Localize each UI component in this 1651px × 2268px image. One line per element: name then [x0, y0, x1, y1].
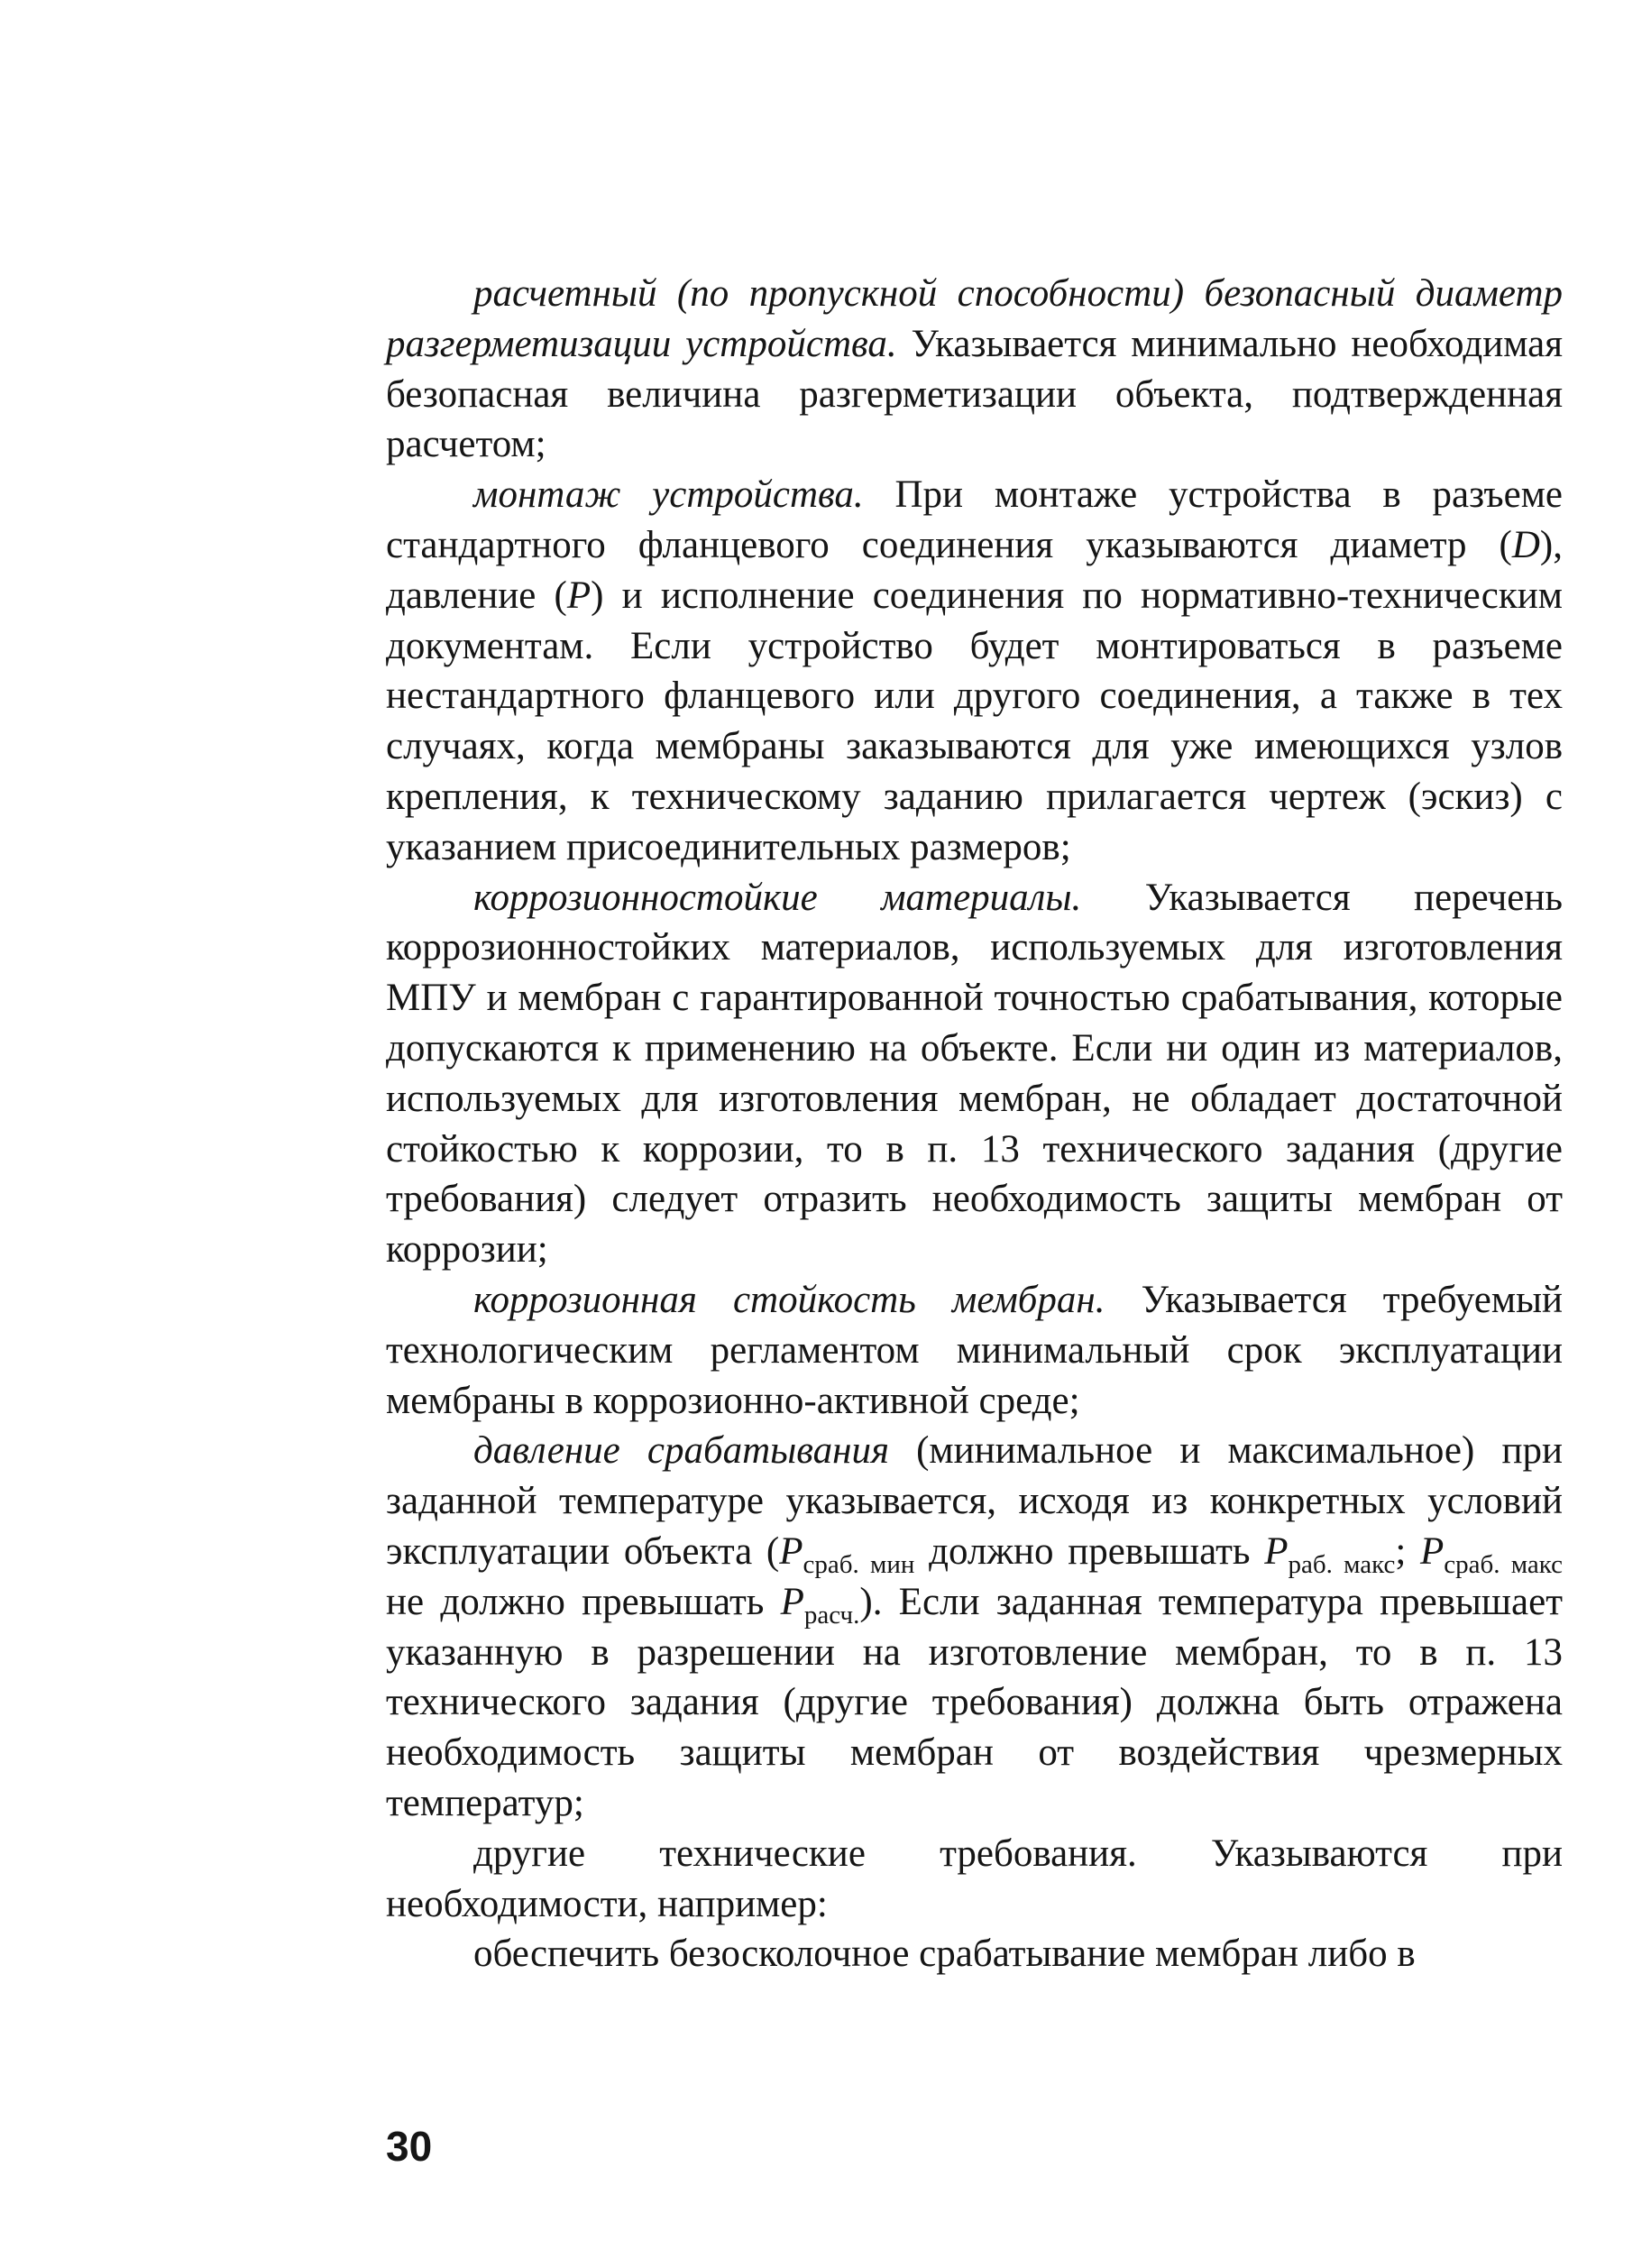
text-burst-pressure-5: ). Если заданная температура превышает указанную в разрешении на изготовление мембран, то в п. 13 технического задания (другие требования) должна быть отражена необходимость защиты мембран от воздействия чрезмерных температур;	[386, 1580, 1563, 1824]
symbol-p-burst-min: P	[779, 1529, 803, 1573]
text-burst-pressure-4: не должно превышать	[386, 1580, 781, 1623]
paragraph-burst-pressure	[386, 1426, 1563, 1828]
term-corrosion-materials: коррозионностойкие материалы.	[473, 876, 1082, 919]
symbol-p-work-max: P	[1264, 1529, 1289, 1573]
subscript-work-max: раб. макс	[1288, 1549, 1396, 1579]
subscript-burst-min: сраб. мин	[803, 1549, 915, 1579]
paragraph-safe-diameter	[386, 269, 1563, 470]
symbol-p: P	[566, 574, 592, 617]
symbol-p-design: P	[780, 1580, 804, 1623]
text-example: обеспечить безосколочное срабатывание мембран либо в	[473, 1933, 1416, 1976]
paragraph-corrosion-materials	[386, 873, 1563, 1275]
text-burst-pressure-1: (минимальное и максимальное) при заданной температуре указывается, исходя из конкретных условий эксплуатации объекта (	[386, 1429, 1564, 1573]
term-mounting: монтаж устройства.	[473, 473, 864, 517]
symbol-p-burst-max: P	[1420, 1529, 1445, 1573]
text-mounting-before: При монтаже устройства в разъеме стандартного фланцевого соединения указываются диаметр (	[386, 473, 1563, 566]
subscript-burst-max: сраб. макс	[1444, 1549, 1564, 1579]
text-corrosion-resistance: Указывается требуемый технологическим регламентом минимальный срок эксплуатации мембраны в коррозионно-активной среде;	[386, 1278, 1563, 1422]
term-corrosion-resistance: коррозионная стойкость мембран.	[473, 1278, 1105, 1321]
term-burst-pressure: давление срабатывания	[473, 1429, 889, 1473]
text-mounting-mid: ), давление (	[386, 523, 1563, 617]
page-number: 30	[386, 2123, 433, 2170]
text-corrosion-materials: Указывается перечень коррозионностойких материалов, используемых для изготовления МПУ и мембран с гарантированной точностью срабатывания, которые допускаются к применению на объекте. Если ни один из материалов, используемых для изготовления мембран, не обладает достаточной стойкостью к коррозии, то в п. 13 технического задания (другие требования) следует отразить необходимость защиты мембран от коррозии;	[386, 876, 1563, 1272]
text-mounting-after: ) и исполнение соединения по нормативно-техническим документам. Если устройство будет монтироваться в разъеме нестандартного фланцевого или другого соединения, а также в тех случаях, когда мембраны заказываются для уже имеющихся узлов крепления, к техническому заданию прилагается чертеж (эскиз) с указанием присоединительных размеров;	[386, 574, 1563, 868]
paragraph-example	[386, 1929, 1563, 1979]
symbol-d: D	[1511, 523, 1540, 566]
text-burst-pressure-3: ;	[1395, 1529, 1421, 1573]
page-body	[386, 269, 1563, 1979]
text-safe-diameter: Указывается минимально необходимая безопасная величина разгерметизации объекта, подтвержденная расчетом;	[386, 322, 1563, 466]
text-other-requirements: другие технические требования. Указываются при необходимости, например:	[386, 1832, 1563, 1925]
term-safe-diameter: расчетный (по пропускной способности) безопасный диаметр разгерметизации устройства.	[386, 272, 1563, 365]
subscript-design: расч.	[803, 1600, 860, 1630]
paragraph-corrosion-resistance	[386, 1275, 1563, 1426]
paragraph-mounting	[386, 470, 1563, 872]
text-burst-pressure-2: должно превышать	[914, 1529, 1265, 1573]
paragraph-other-requirements	[386, 1829, 1563, 1930]
